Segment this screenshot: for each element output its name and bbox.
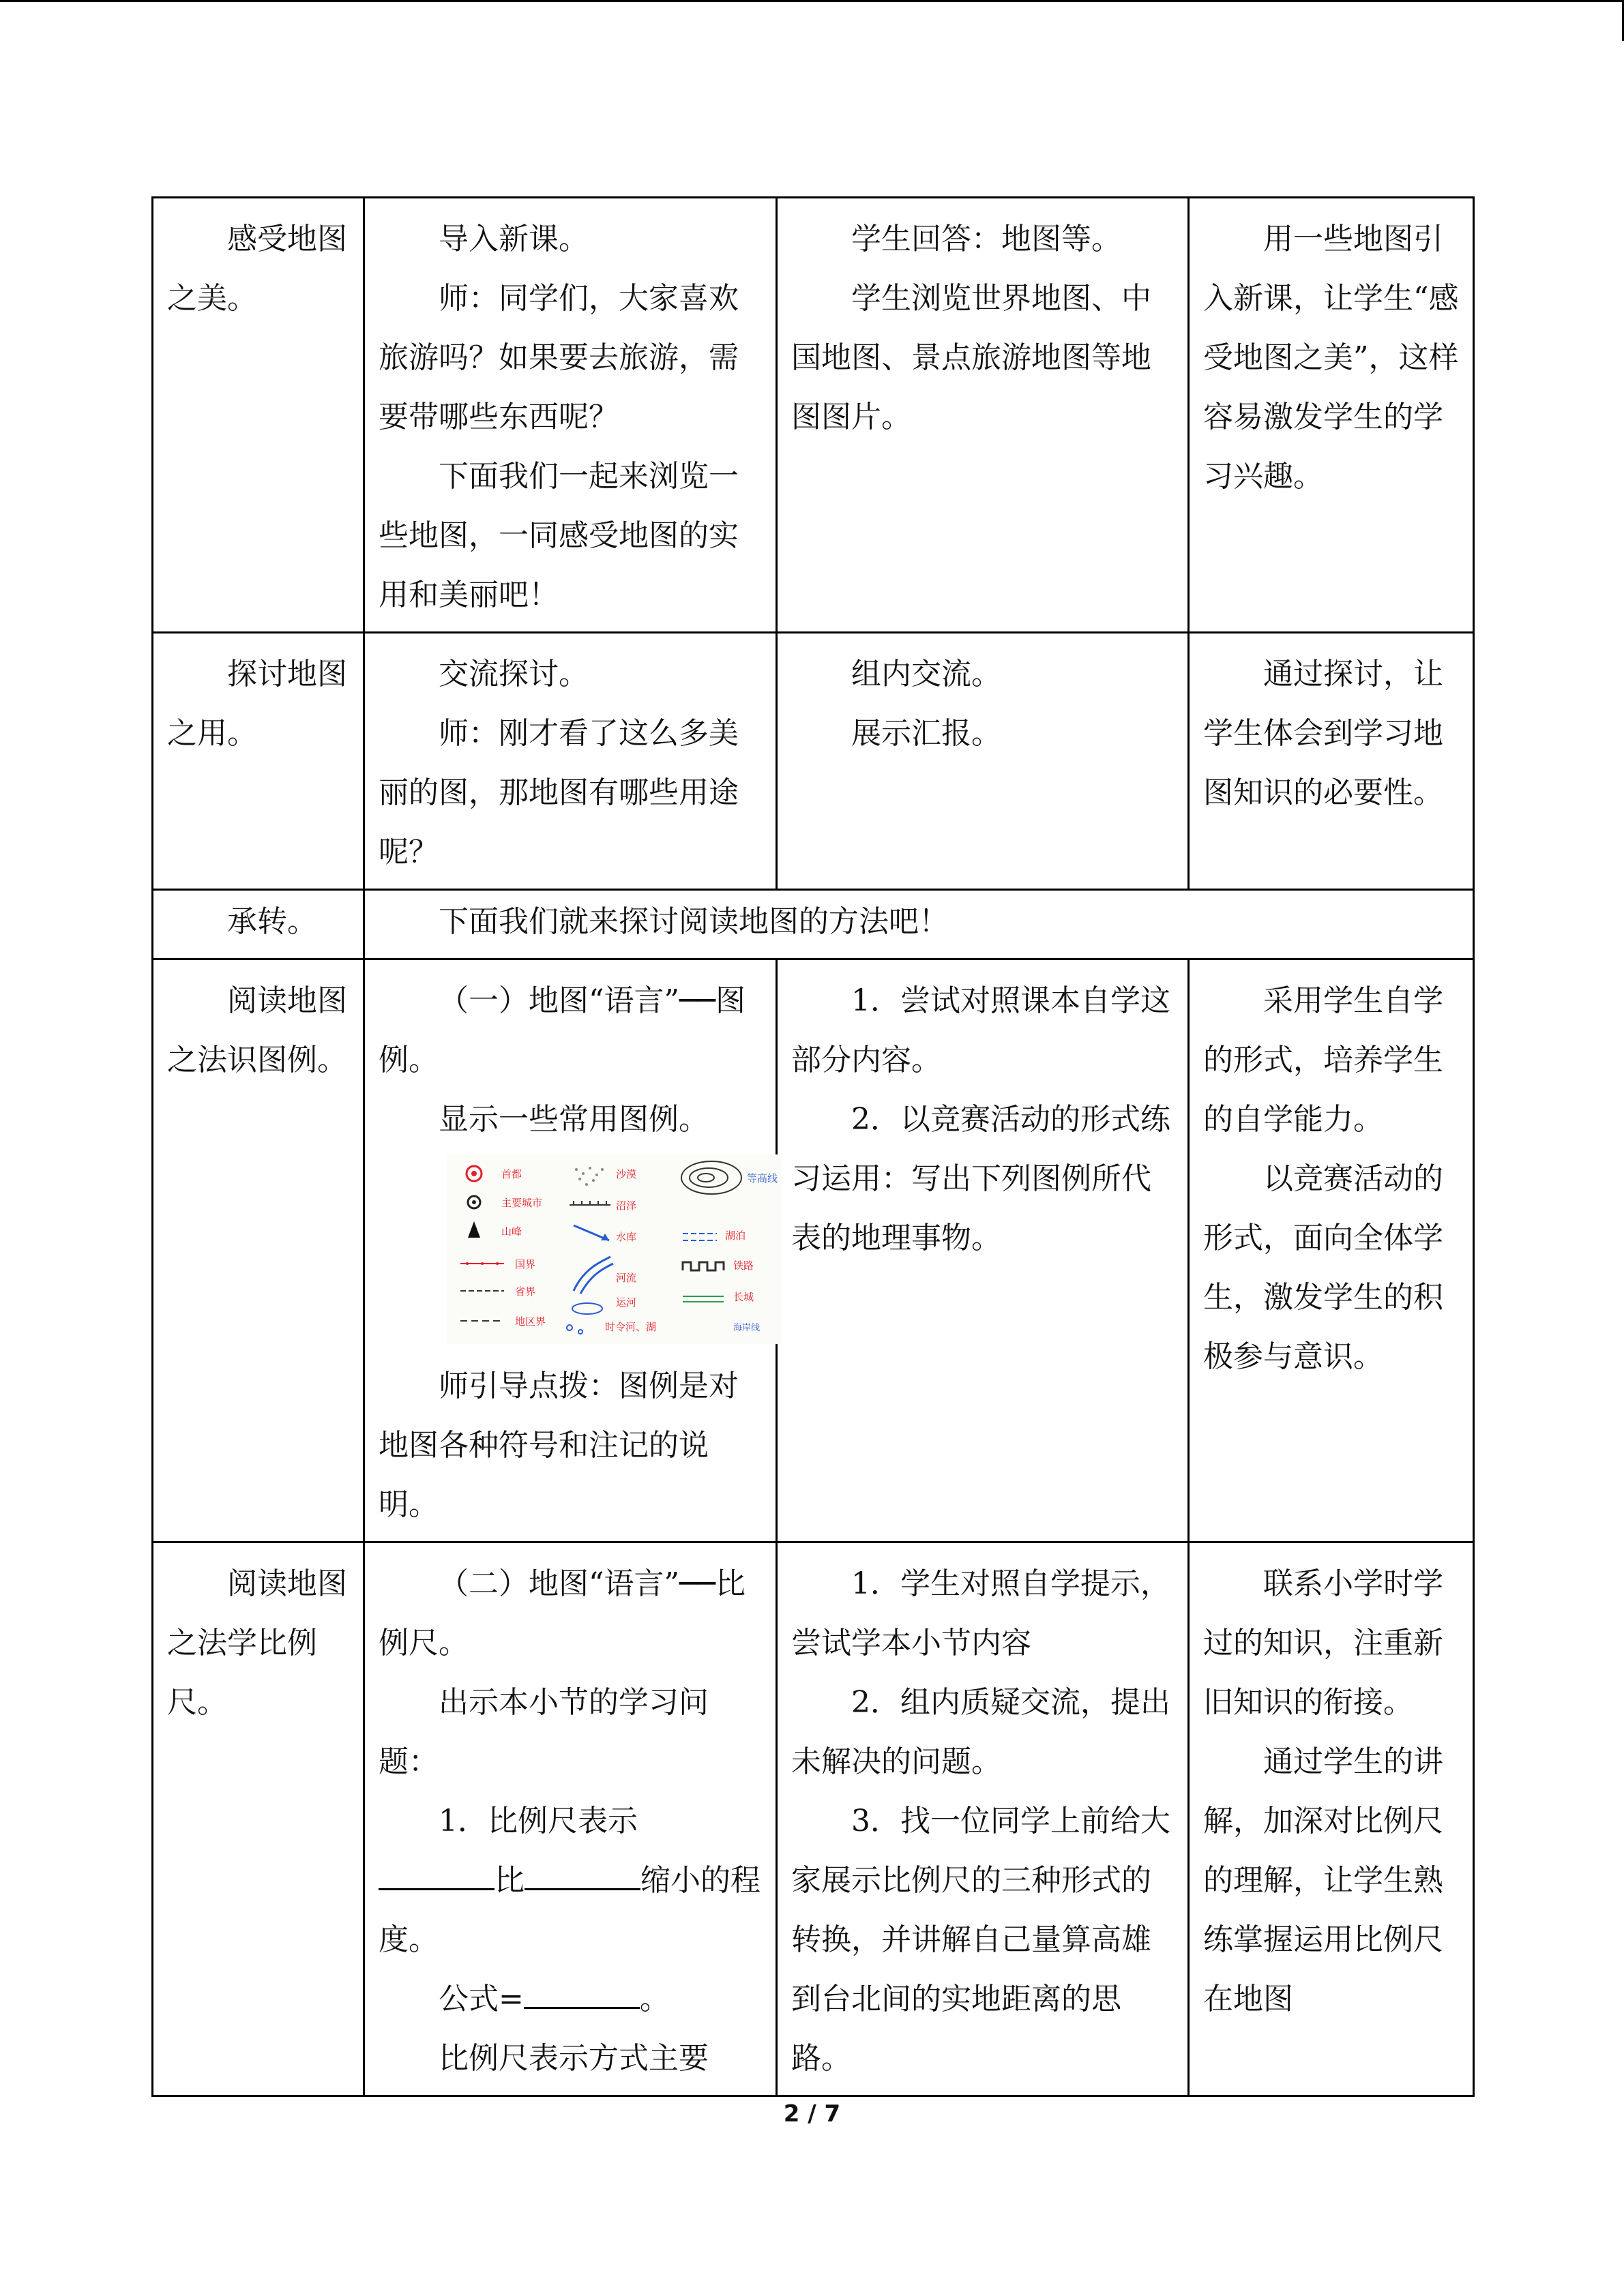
teacher-cell (364, 959, 777, 1542)
table-row (153, 633, 1474, 890)
intent-text: 以竞赛活动的形式，面向全体学生，激发学生的积极参与意识。 (1203, 1161, 1443, 1374)
student-text: 3．找一位同学上前给大家展示比例尺的三种形式的转换，并讲解自己量算高雄到台北间的实地距离的思路。 (791, 1804, 1170, 2076)
page-number: 2 / 7 (783, 2100, 841, 2128)
teacher-cell (364, 633, 777, 890)
stage-cell (153, 890, 364, 959)
intent-cell (1189, 1542, 1474, 2096)
answer-blank[interactable] (379, 1858, 494, 1890)
table-row (153, 1542, 1474, 2096)
legend-label: 沙漠 (616, 1168, 637, 1180)
teacher-text: 显示一些常用图例。 (439, 1102, 709, 1137)
teacher-text: 缩小的程度。 (379, 1863, 761, 1957)
intent-text: 用一些地图引入新课，让学生“感受地图之美”，这样容易激发学生的学习兴趣。 (1203, 222, 1459, 494)
transition-text: 下面我们就来探讨阅读地图的方法吧！ (439, 904, 949, 939)
map-legend-image (447, 1154, 781, 1344)
student-text: 2．组内质疑交流，提出未解决的问题。 (791, 1685, 1170, 1779)
table-row (153, 198, 1474, 633)
student-text: 1．尝试对照课本自学这部分内容。 (791, 983, 1170, 1077)
teacher-text: 交流探讨。 (439, 657, 589, 691)
teacher-text: 师引导点拨：图例是对地图各种符号和注记的说明。 (379, 1369, 739, 1522)
teacher-cell (364, 198, 777, 633)
answer-blank[interactable] (525, 1858, 640, 1890)
student-text: 学生浏览世界地图、中国地图、景点旅游地图等地图图片。 (791, 281, 1151, 434)
intent-text: 通过学生的讲解，加深对比例尺的理解，让学生熟练掌握运用比例尺在地图 (1203, 1744, 1443, 2016)
intent-cell (1189, 633, 1474, 890)
teacher-text: 导入新课。 (439, 222, 589, 256)
student-text: 组内交流。 (851, 657, 1001, 691)
stage-cell (153, 959, 364, 1542)
intent-cell (1189, 959, 1474, 1542)
stage-text: 探讨地图之用。 (167, 657, 347, 751)
teacher-text: 。 (639, 1982, 670, 2016)
student-text: 2．以竞赛活动的形式练习运用：写出下列图例所代表的地理事物。 (791, 1102, 1170, 1255)
intent-text: 采用学生自学的形式，培养学生的自学能力。 (1203, 983, 1443, 1137)
teacher-text: 公式= (439, 1982, 524, 2016)
student-cell (777, 198, 1189, 633)
stage-text: 阅读地图之法识图例。 (167, 983, 347, 1077)
formula-line (379, 1969, 766, 2029)
legend-label: 首都 (501, 1168, 522, 1180)
teacher-text: 比 (494, 1863, 525, 1898)
top-border-line (0, 0, 1624, 2)
legend-label: 海岸线 (733, 1323, 761, 1333)
stage-cell (153, 198, 364, 633)
legend-label: 时令河、湖 (605, 1321, 657, 1333)
teacher-cell (364, 1542, 777, 2096)
teacher-text: 师：同学们，大家喜欢旅游吗？如果要去旅游，需要带哪些东西呢？ (379, 281, 739, 434)
student-text: 学生回答：地图等。 (851, 222, 1121, 256)
teacher-text: （一）地图“语言”──图例。 (379, 983, 745, 1077)
stage-text: 阅读地图之法学比例尺。 (167, 1566, 347, 1720)
student-cell (777, 1542, 1189, 2096)
teacher-text: 下面我们一起来浏览一些地图，一同感受地图的实用和美丽吧！ (379, 459, 739, 612)
legend-label: 省界 (515, 1285, 536, 1298)
border-symbol-icon (460, 1262, 504, 1265)
intent-text: 通过探讨，让学生体会到学习地图知识的必要性。 (1203, 657, 1443, 810)
legend-label: 湖泊 (725, 1229, 746, 1242)
intent-cell (1189, 198, 1474, 633)
student-cell (777, 959, 1189, 1542)
teacher-text: 1．比例尺表示 (439, 1804, 638, 1838)
legend-label: 地区界 (515, 1315, 546, 1328)
stage-cell (153, 633, 364, 890)
teacher-text: 出示本小节的学习问题： (379, 1685, 709, 1779)
lesson-plan-table (151, 196, 1475, 2097)
teacher-text: 比例尺表示方式主要 (439, 2041, 709, 2076)
legend-label: 沼泽 (616, 1199, 637, 1212)
stage-cell (153, 1542, 364, 2096)
legend-label: 长城 (733, 1291, 754, 1303)
student-cell (777, 633, 1189, 890)
student-text: 展示汇报。 (851, 716, 1001, 751)
teacher-text: （二）地图“语言”──比例尺。 (379, 1566, 745, 1660)
legend-label: 山峰 (501, 1225, 522, 1238)
answer-blank[interactable] (524, 1977, 640, 2009)
legend-label: 水库 (616, 1231, 637, 1243)
transition-cell (364, 890, 1474, 959)
legend-label: 运河 (616, 1296, 637, 1309)
legend-label: 国界 (515, 1258, 536, 1270)
stage-text: 承转。 (227, 904, 317, 939)
legend-label: 河流 (616, 1272, 637, 1284)
stage-text: 感受地图之美。 (167, 222, 347, 316)
legend-label: 铁路 (733, 1259, 754, 1272)
legend-label: 主要城市 (501, 1197, 543, 1209)
legend-label: 等高线 (747, 1172, 778, 1184)
table-row (153, 890, 1474, 959)
intent-text: 联系小学时学过的知识，注重新旧知识的衔接。 (1203, 1566, 1443, 1720)
fill-in-blank-line (379, 1851, 766, 1969)
student-text: 1．学生对照自学提示，尝试学本小节内容 (791, 1566, 1170, 1660)
teacher-text: 师：刚才看了这么多美丽的图，那地图有哪些用途呢？ (379, 716, 739, 869)
table-row (153, 959, 1474, 1542)
